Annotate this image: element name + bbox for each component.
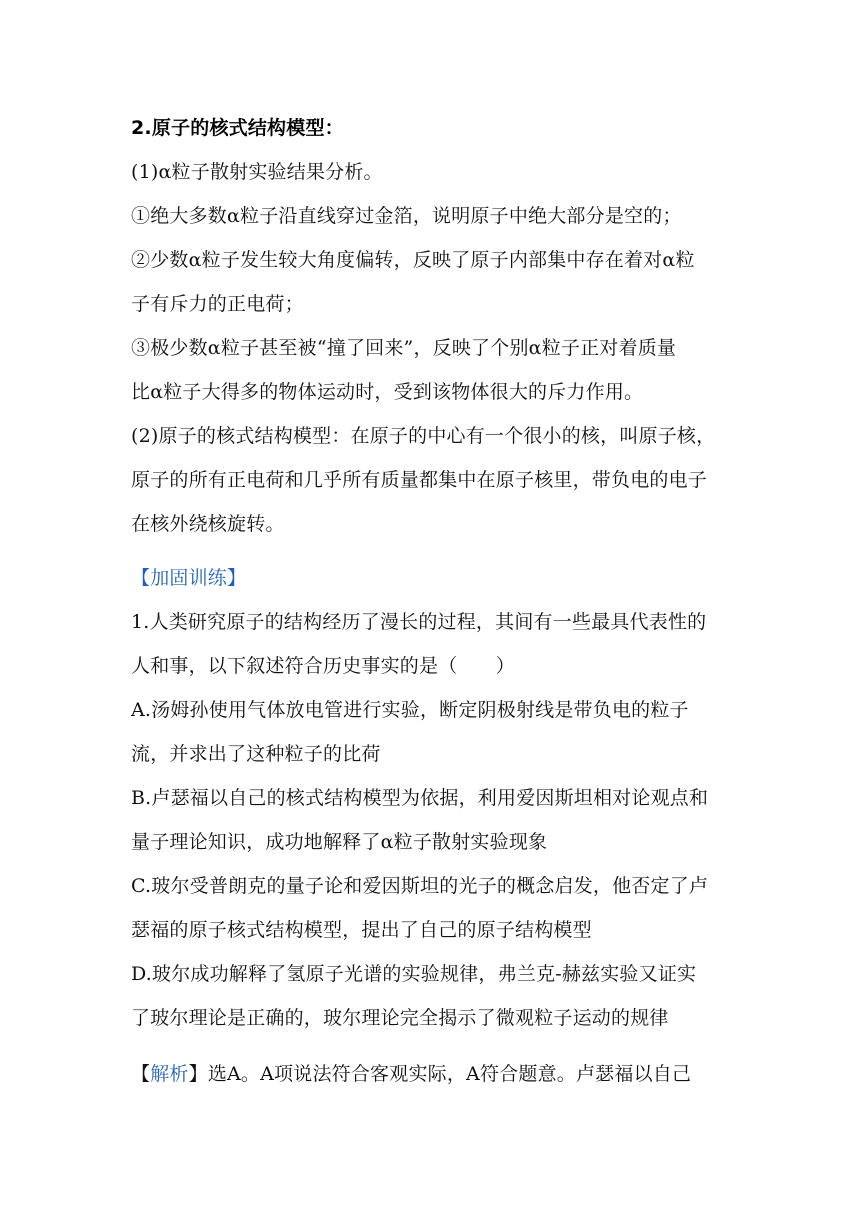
subsection-2-line-3: 在核外绕核旋转。 xyxy=(131,513,285,535)
option-a-line-2: 流，并求出了这种粒子的比荷 xyxy=(131,743,381,765)
analysis-label-close: 】 xyxy=(188,1063,208,1085)
subsection-1-title: (1)α粒子散射实验结果分析。 xyxy=(131,161,383,183)
analysis-text: 选A。A项说法符合客观实际，A符合题意。卢瑟福以自己 xyxy=(207,1063,692,1085)
analysis-item-3-line-1: ③极少数α粒子甚至被“撞了回来”，反映了个别α粒子正对着质量 xyxy=(131,337,677,359)
option-c-line-2: 瑟福的原子核式结构模型，提出了自己的原子结构模型 xyxy=(131,919,592,941)
section-heading: 2.原子的核式结构模型： xyxy=(131,117,344,139)
question-line-1: 1.人类研究原子的结构经历了漫长的过程，其间有一些最具代表性的 xyxy=(131,611,707,633)
option-c-line-1: C.玻尔受普朗克的量子论和爱因斯坦的光子的概念启发，他否定了卢 xyxy=(131,875,709,897)
option-b-line-1: B.卢瑟福以自己的核式结构模型为依据，利用爱因斯坦相对论观点和 xyxy=(131,787,709,809)
exercise-label: 【加固训练】 xyxy=(131,567,247,589)
subsection-2-line-2: 原子的所有正电荷和几乎所有质量都集中在原子核里，带负电的电子 xyxy=(131,469,708,491)
analysis-label-open: 【 xyxy=(131,1063,151,1085)
option-d-line-2: 了玻尔理论是正确的，玻尔理论完全揭示了微观粒子运动的规律 xyxy=(131,1007,669,1029)
analysis-paragraph xyxy=(131,1052,751,1096)
option-a-line-1: A.汤姆孙使用气体放电管进行实验，断定阴极射线是带负电的粒子 xyxy=(131,699,689,721)
question-line-2: 人和事，以下叙述符合历史事实的是（ ） xyxy=(131,655,516,677)
analysis-item-1: ①绝大多数α粒子沿直线穿过金箔，说明原子中绝大部分是空的； xyxy=(131,205,682,227)
analysis-item-2-line-2: 子有斥力的正电荷； xyxy=(131,293,304,315)
analysis-item-3-line-2: 比α粒子大得多的物体运动时，受到该物体很大的斥力作用。 xyxy=(131,381,644,403)
analysis-label: 解析 xyxy=(150,1063,189,1085)
option-b-line-2: 量子理论知识，成功地解释了α粒子散射实验现象 xyxy=(131,831,548,853)
subsection-2-line-1: (2)原子的核式结构模型：在原子的中心有一个很小的核，叫原子核， xyxy=(131,425,716,447)
analysis-item-2-line-1: ②少数α粒子发生较大角度偏转，反映了原子内部集中存在着对α粒 xyxy=(131,249,695,271)
option-d-line-1: D.玻尔成功解释了氢原子光谱的实验规律，弗兰克-赫兹实验又证实 xyxy=(131,963,697,985)
